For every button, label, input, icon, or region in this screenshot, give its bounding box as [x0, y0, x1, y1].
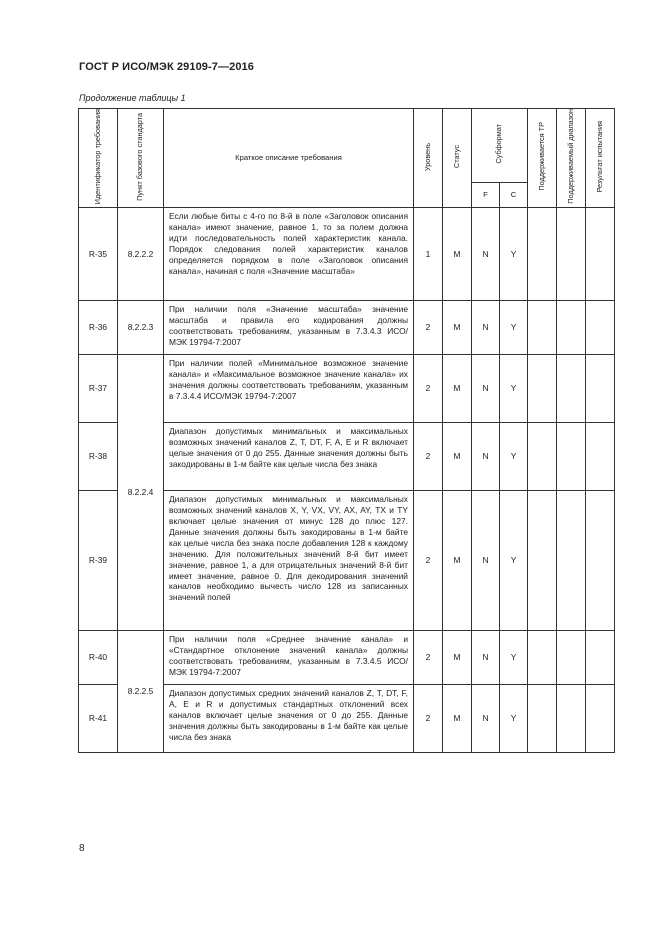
header-status: Статус [443, 109, 472, 208]
row-description: При наличии поля «Среднее значение канала» и «Стандартное отклонение значений канала» должны соответствовать требованиям, указанным в 7.3.4.5 ИСО/МЭК 19794-7:2007 [164, 631, 414, 685]
row-level: 2 [414, 685, 443, 753]
row-id: R-41 [79, 685, 118, 753]
row-subformat-c: Y [500, 423, 528, 491]
row-level: 2 [414, 355, 443, 423]
row-result [586, 301, 615, 355]
row-status: M [443, 301, 472, 355]
row-subformat-c: Y [500, 208, 528, 301]
row-level: 2 [414, 631, 443, 685]
row-status: M [443, 491, 472, 631]
row-supported [528, 208, 557, 301]
row-status: M [443, 685, 472, 753]
row-id: R-40 [79, 631, 118, 685]
row-status: M [443, 208, 472, 301]
header-clause: Пункт базового стандарта [118, 109, 164, 208]
table-row [79, 355, 615, 423]
row-subformat-f: N [472, 631, 500, 685]
header-range: Поддерживаемый диапазон [557, 109, 586, 208]
row-range [557, 301, 586, 355]
row-range [557, 355, 586, 423]
row-clause: 8.2.2.4 [118, 355, 164, 631]
row-status: M [443, 355, 472, 423]
row-level: 2 [414, 491, 443, 631]
table-continuation-caption: Продолжение таблицы 1 [79, 93, 186, 103]
row-id: R-35 [79, 208, 118, 301]
row-status: M [443, 631, 472, 685]
header-id: Идентификатор требования [79, 109, 118, 208]
row-result [586, 491, 615, 631]
row-description: Диапазон допустимых минимальных и максимальных возможных значений каналов X, Y, VX, VY, AX, AY, TX и TY включает целые значения от минус 128 до плюс 127. Данные значения должны быть закодированы в 1-м байте как целые числа без знака после добавления 128 к каждому значению. Для положительных значений 8-й бит имеет значение, равное 1, а для отрицательных значений 8-й бит имеет значение, равное 0. Для декодирования значений каналов необходимо вычесть число 128 из записанных значений полей [164, 491, 414, 631]
header-subformat: Субформат [472, 109, 528, 183]
row-range [557, 491, 586, 631]
row-id: R-39 [79, 491, 118, 631]
row-subformat-f: N [472, 423, 500, 491]
row-range [557, 208, 586, 301]
row-description: Диапазон допустимых минимальных и максимальных возможных значений каналов Z, T, DT, F, A, E и R включает целые значения от 0 до 255. Данные значения должны быть закодированы в 1-м байте как целые числа без знака [164, 423, 414, 491]
row-status: M [443, 423, 472, 491]
header-level: Уровень [414, 109, 443, 208]
header-result: Результат испытания [586, 109, 615, 208]
table-row [79, 208, 615, 301]
page-number: 8 [79, 843, 85, 854]
row-level: 1 [414, 208, 443, 301]
row-clause: 8.2.2.5 [118, 631, 164, 753]
row-subformat-c: Y [500, 491, 528, 631]
row-range [557, 631, 586, 685]
document-title: ГОСТ Р ИСО/МЭК 29109-7—2016 [79, 61, 254, 73]
row-subformat-c: Y [500, 355, 528, 423]
row-result [586, 208, 615, 301]
row-result [586, 685, 615, 753]
row-id: R-38 [79, 423, 118, 491]
table-row [79, 631, 615, 685]
row-description: При наличии полей «Минимальное возможное значение канала» и «Максимальное возможное значение канала» их значения должны соответствовать требованиям, указанным в 7.3.4.4 ИСО/МЭК 19794-7:2007 [164, 355, 414, 423]
row-id: R-37 [79, 355, 118, 423]
row-supported [528, 491, 557, 631]
row-result [586, 423, 615, 491]
row-description: Диапазон допустимых средних значений каналов Z, T, DT, F, A, E и R и допустимых стандартных отклонений всех каналов включает целые значения от 0 до 255. Данные значения должны быть закодированы в 1-м байте как целые числа без знака [164, 685, 414, 753]
row-result [586, 631, 615, 685]
row-supported [528, 423, 557, 491]
row-subformat-c: Y [500, 301, 528, 355]
requirements-table [78, 108, 615, 753]
row-level: 2 [414, 423, 443, 491]
row-clause: 8.2.2.2 [118, 208, 164, 301]
row-supported [528, 631, 557, 685]
row-range [557, 685, 586, 753]
header-subformat-f: F [472, 182, 500, 207]
row-subformat-c: Y [500, 685, 528, 753]
row-subformat-c: Y [500, 631, 528, 685]
row-subformat-f: N [472, 301, 500, 355]
row-supported [528, 301, 557, 355]
row-subformat-f: N [472, 208, 500, 301]
header-description: Краткое описание требования [164, 109, 414, 208]
row-subformat-f: N [472, 685, 500, 753]
row-supported [528, 355, 557, 423]
row-level: 2 [414, 301, 443, 355]
table-row [79, 301, 615, 355]
row-description: При наличии поля «Значение масштаба» значение масштаба и правила его кодирования должны соответствовать требованиям, указанным в 7.3.4.3 ИСО/МЭК 19794-7:2007 [164, 301, 414, 355]
row-description: Если любые биты с 4-го по 8-й в поле «Заголовок описания канала» имеют значение, равное 1, то за полем должна идти последовательность полей характеристик канала. Порядок следования полей характеристик каналов определяется порядком в поле «Заголовок описания канала», начиная с поля «Значение масштаба» [164, 208, 414, 301]
row-subformat-f: N [472, 355, 500, 423]
table-header-row [79, 109, 615, 183]
row-id: R-36 [79, 301, 118, 355]
row-subformat-f: N [472, 491, 500, 631]
header-supported: Поддерживается ТР [528, 109, 557, 208]
row-clause: 8.2.2.3 [118, 301, 164, 355]
row-supported [528, 685, 557, 753]
row-result [586, 355, 615, 423]
header-subformat-c: C [500, 182, 528, 207]
row-range [557, 423, 586, 491]
